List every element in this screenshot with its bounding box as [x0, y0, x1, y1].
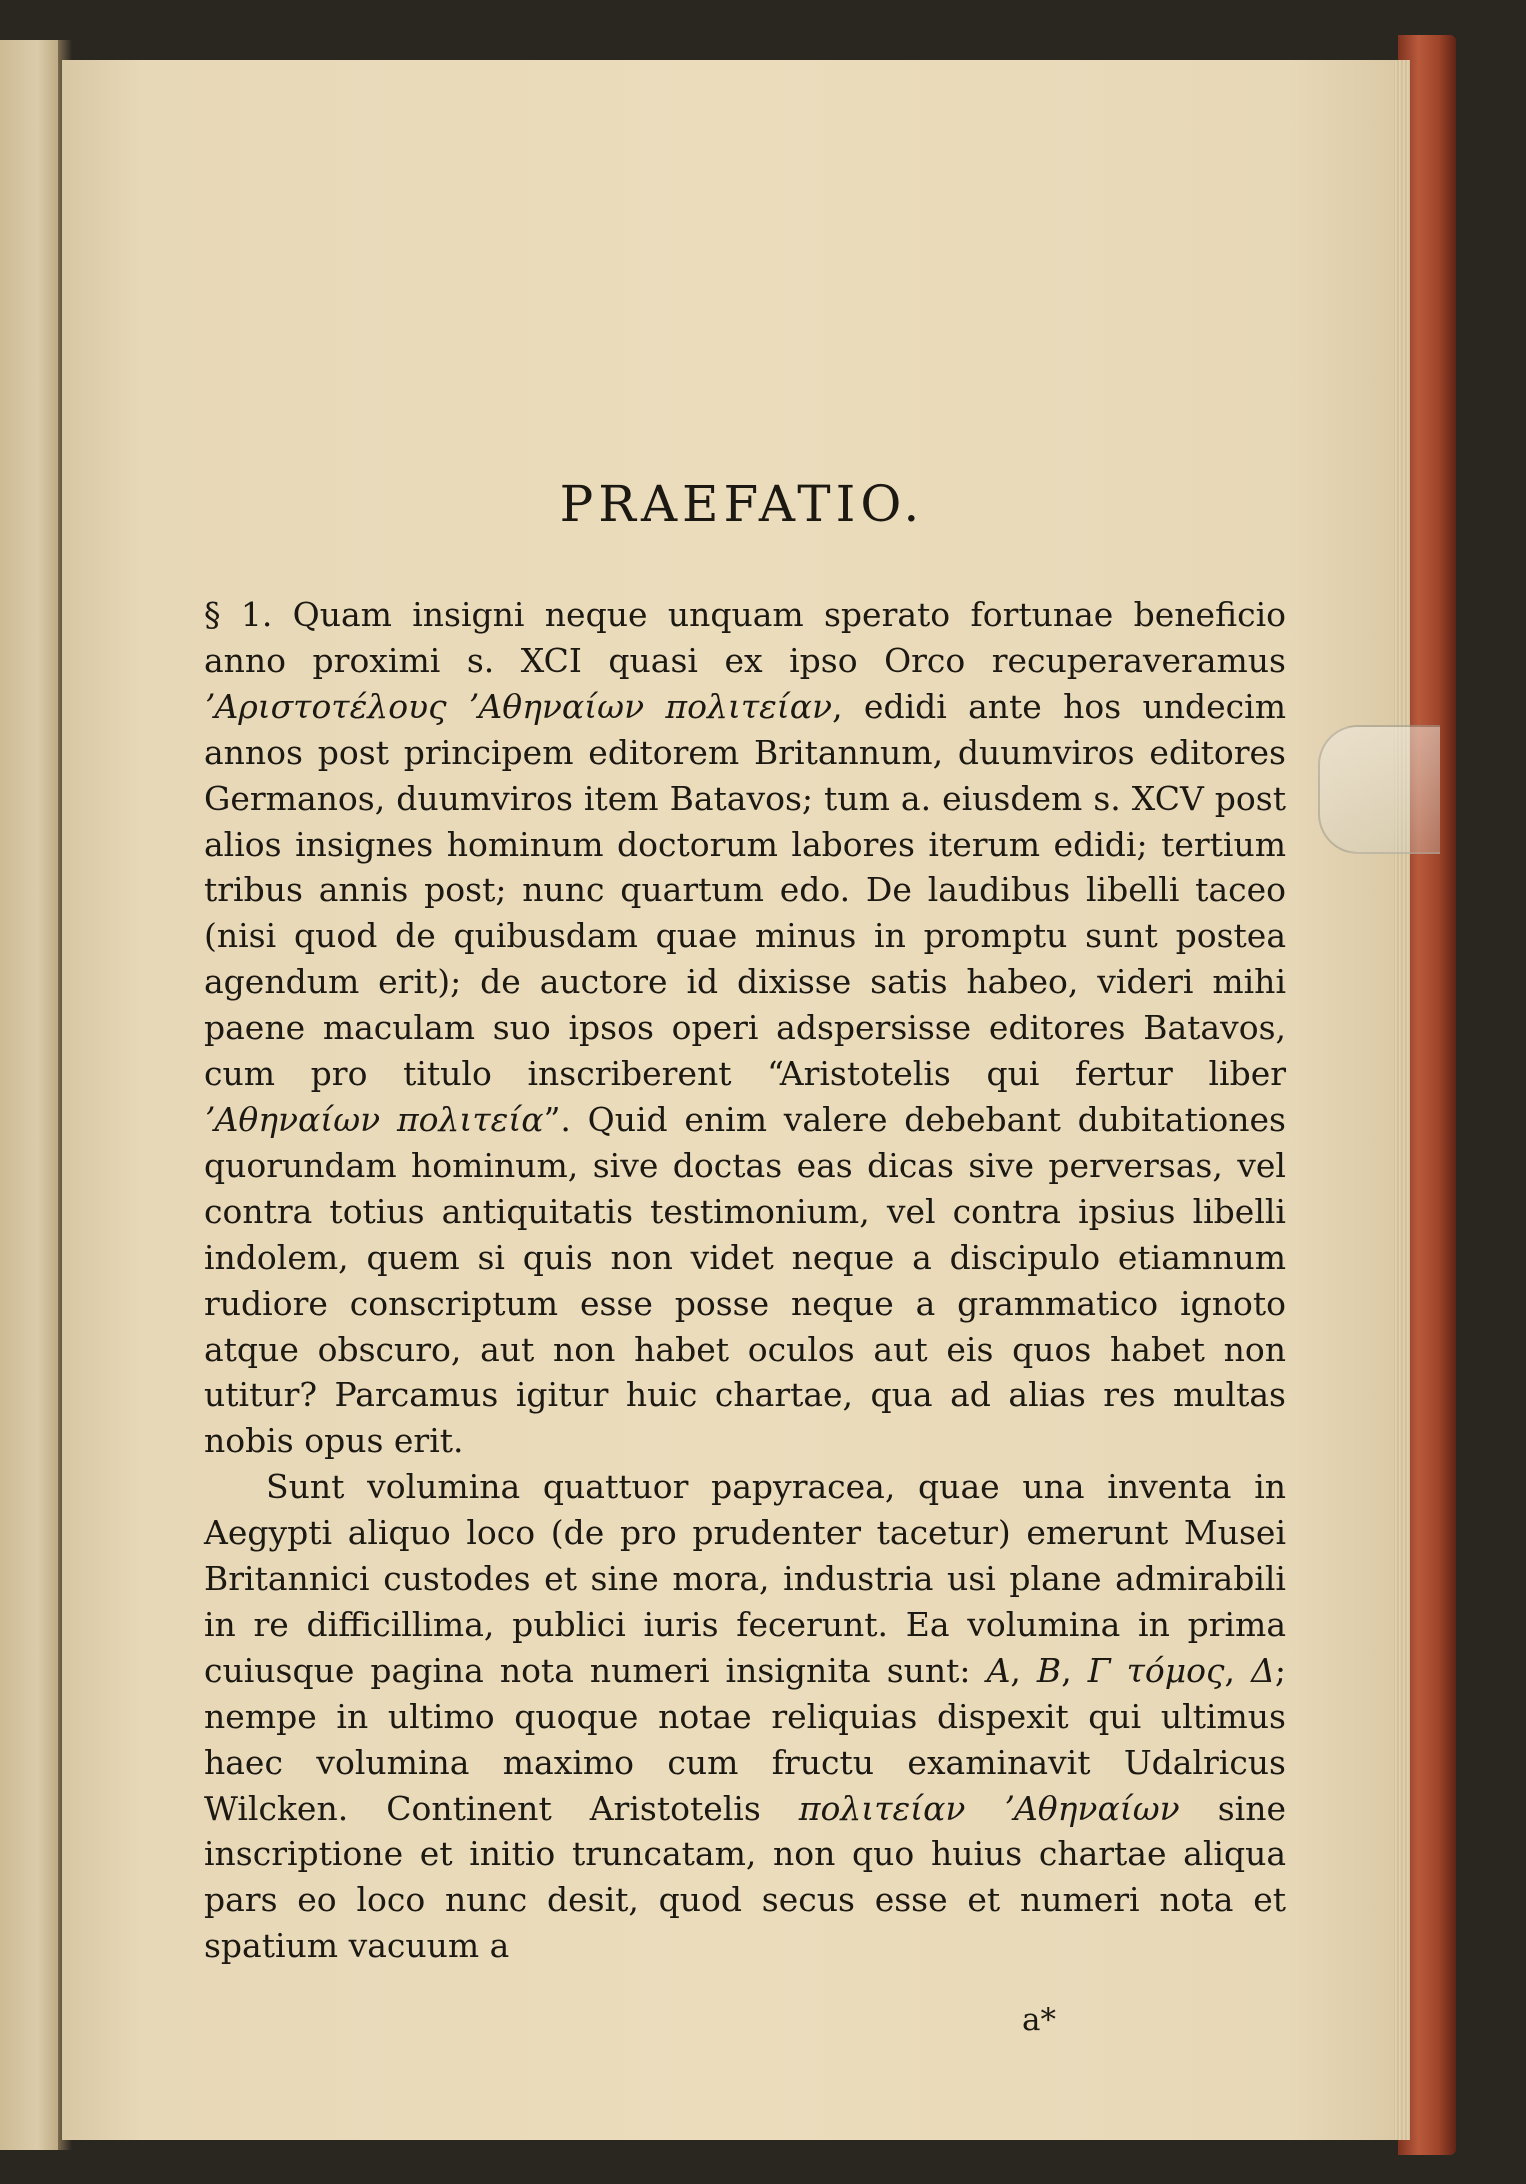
text-run: ,	[1061, 1650, 1088, 1690]
text-run: sine inscriptione et initio truncatam, non quo huius chartae aliqua pars eo loco nunc desit, quod secus esse et numeri nota et spatium vacuum a	[204, 1788, 1286, 1966]
greek-text: Β	[1036, 1650, 1062, 1690]
text-run: ,	[1010, 1650, 1037, 1690]
book-page	[62, 60, 1394, 2140]
greek-text: Α	[986, 1650, 1011, 1690]
greek-text: ʼΑριστοτέλους ʼΑθηναίων πολιτείαν	[204, 686, 833, 726]
greek-text: πολιτείαν ʼΑθηναίων	[798, 1788, 1180, 1828]
text-run: , edidi ante hos undecim annos post principem editorem Britannum, duumviros editores Germanos, duumviros item Batavos; tum a. eiusdem s. XCV post alios insignes hominum doctorum labores iterum edidi; tertium tribus annis post; nunc quartum edo. De laudibus libelli taceo (nisi quod de quibusdam quae minus in promptu sunt postea agendum erit); de auctore id dixisse satis habeo, videri mihi paene maculam suo ipsos operi adspersisse editores Batavos, cum pro titulo inscriberent “Aristotelis qui fertur liber	[204, 686, 1286, 1094]
greek-text: Δ	[1251, 1650, 1275, 1690]
bookmark-tab[interactable]	[1318, 725, 1440, 854]
paragraph	[204, 592, 1286, 1464]
paragraph	[204, 1464, 1286, 1969]
greek-text: Γ τόμος	[1087, 1650, 1225, 1690]
greek-text: ʼΑθηναίων πολιτεία	[204, 1099, 544, 1139]
left-page-edge	[0, 40, 62, 2150]
signature-mark: a*	[1022, 2002, 1056, 2038]
text-run: ”. Quid enim valere debebant dubitationes quorundam hominum, sive doctas eas dicas sive perversas, vel contra totius antiquitatis testimonium, vel contra ipsius libelli indolem, quem si quis non videt neque a discipulo etiamnum rudiore conscriptum esse posse neque a grammatico ignoto atque obscuro, aut non habet oculos aut eis quos habet non utitur? Parcamus igitur huic chartae, qua ad alias res multas nobis opus erit.	[204, 1099, 1286, 1461]
text-run: Sunt volumina quattuor papyracea, quae una inventa in Aegypti aliquo loco (de pro prudenter tacetur) emerunt Musei Britannici custodes et sine mora, industria usi plane admirabili in re difficillima, publici iuris fecerunt. Ea volumina in prima cuiusque pagina nota numeri insignita sunt:	[204, 1467, 1286, 1690]
text-run: ,	[1224, 1650, 1252, 1690]
page-title: PRAEFATIO.	[559, 475, 925, 533]
text-run: § 1. Quam insigni neque unquam sperato fortunae beneficio anno proximi s. XCI quasi ex ipso Orco recuperaveramus	[204, 595, 1286, 680]
preface-text	[204, 592, 1286, 1969]
text-run: ; nempe in ultimo quoque notae reliquias dispexit qui ultimus haec volumina maximo cum fructu examinavit Udalricus Wilcken. Continent Aristotelis	[204, 1650, 1287, 1828]
